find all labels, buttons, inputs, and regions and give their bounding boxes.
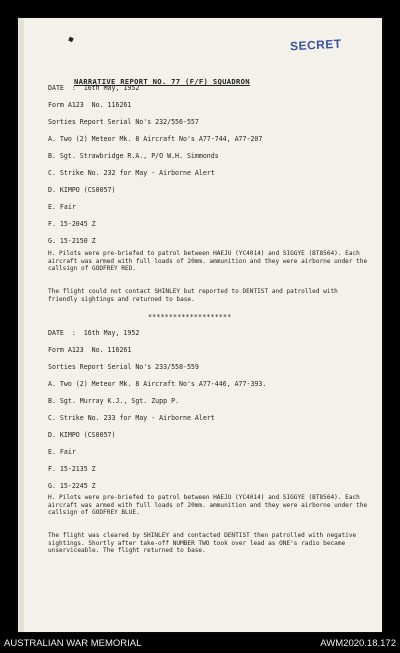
report1-date: DATE : 16th May, 1952 xyxy=(48,84,140,92)
report1-item-g: G. 15-2150 Z xyxy=(48,237,96,245)
footer-archive-name: AUSTRALIAN WAR MEMORIAL xyxy=(4,638,142,649)
punch-mark: ◆ xyxy=(66,33,76,46)
report2-item-d: D. KIMPO (CS0057) xyxy=(48,431,116,439)
section-separator: ******************** xyxy=(148,313,232,321)
report1-form: Form A123 No. 116261 xyxy=(48,101,132,109)
report2-item-c: C. Strike No. 233 for May - Airborne Alert xyxy=(48,414,215,422)
report1-item-f: F. 15-2045 Z xyxy=(48,220,96,228)
report2-closing: The flight was cleared by SHINLEY and contacted DENTIST then patrolled with negative sightings. Shortly after take-off NUMBER TWO took over lead as ONE's radio became unserviceable. The flight returned to base. xyxy=(48,532,357,555)
footer-accession-number: AWM2020.18.172 xyxy=(320,638,396,649)
document-page xyxy=(18,18,382,632)
report1-item-d: D. KIMPO (CS0057) xyxy=(48,186,116,194)
report1-sorties: Sorties Report Serial No's 232/556-557 xyxy=(48,118,199,126)
report1-item-c: C. Strike No. 232 for May - Airborne Alert xyxy=(48,169,215,177)
report2-item-g: G. 15-2245 Z xyxy=(48,482,96,490)
secret-stamp: SECRET xyxy=(289,36,343,54)
report2-sorties: Sorties Report Serial No's 233/558-559 xyxy=(48,363,199,371)
report2-item-f: F. 15-2135 Z xyxy=(48,465,96,473)
report2-form: Form A123 No. 116261 xyxy=(48,346,132,354)
report1-closing: The flight could not contact SHINLEY but reported to DENTIST and patrolled with friendly sightings and returned to base. xyxy=(48,288,338,303)
report2-item-b: B. Sgt. Murray K.J., Sgt. Zupp P. xyxy=(48,397,180,405)
report1-item-e: E. Fair xyxy=(48,203,76,211)
page-edge-strip xyxy=(18,18,24,632)
report1-item-a: A. Two (2) Meteor Mk. 8 Aircraft No's A77-744, A77-207 xyxy=(48,135,263,143)
report2-date: DATE : 16th May, 1952 xyxy=(48,329,140,337)
report-title: NARRATIVE REPORT NO. 77 (F/F) SQUADRON xyxy=(74,77,250,86)
report1-item-b: B. Sgt. Strawbridge R.A., P/O W.H. Simmonds xyxy=(48,152,219,160)
report2-item-h: H. Pilots were pre-briefed to patrol between HAEJU (YC4014) and SIGGYE (BT8564). Each aircraft was armed with full loads of 20mm. ammunition and they were airborne under the callsign of GODFREY BLUE. xyxy=(48,494,368,517)
report2-item-e: E. Fair xyxy=(48,448,76,456)
report1-item-h: H. Pilots were pre-briefed to patrol between HAEJU (YC4014) and SIGGYE (BT8564). Each aircraft was armed with full loads of 20mm. ammunition and they were airborne under the callsign of GODFREY RED. xyxy=(48,250,368,273)
report2-item-a: A. Two (2) Meteor Mk. 8 Aircraft No's A77-446, A77-393. xyxy=(48,380,267,388)
